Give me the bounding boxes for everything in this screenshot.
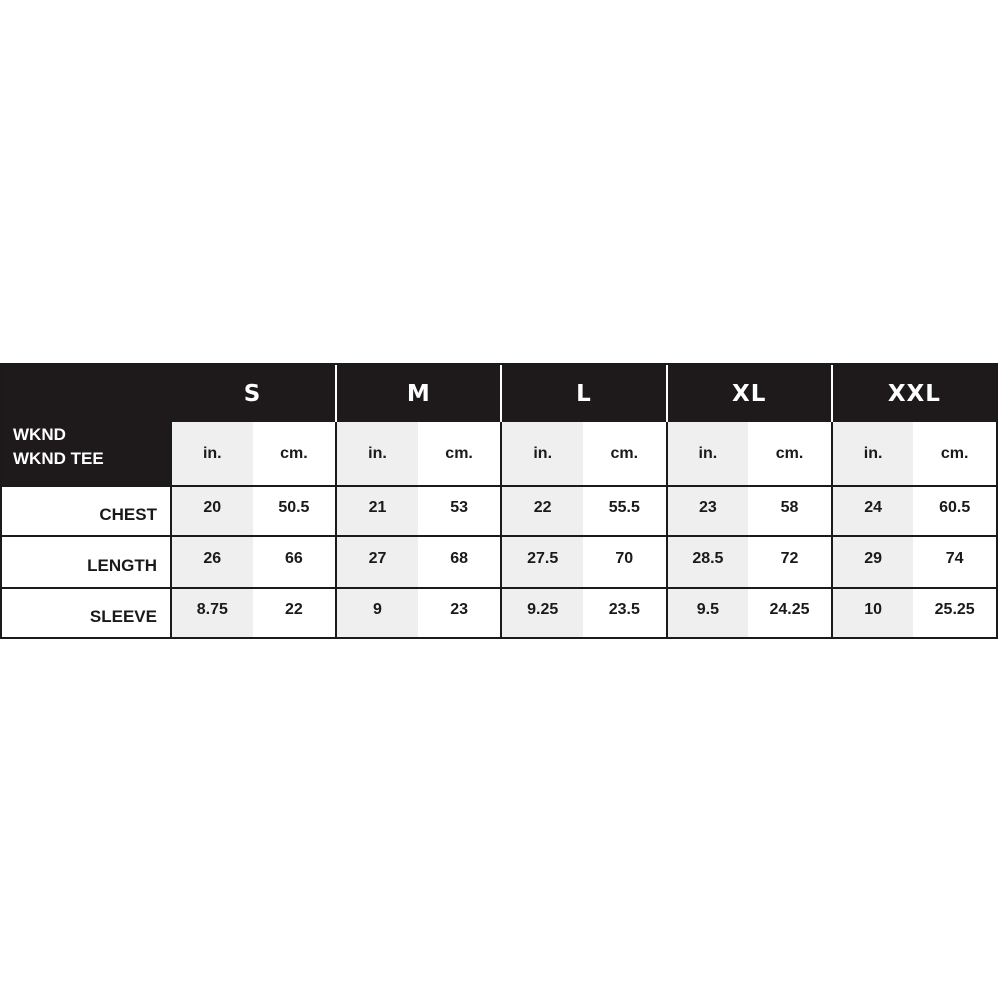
table-cell: 26	[170, 535, 253, 587]
table-cell: 68	[418, 535, 501, 587]
unit-header-centimeters: cm.	[610, 444, 639, 462]
table-cell: 20	[170, 485, 253, 535]
unit-header-inches: in.	[170, 422, 253, 485]
table-cell: 74	[913, 535, 996, 587]
table-cell: 23	[666, 485, 749, 535]
size-header-xxl: XXL	[831, 365, 996, 422]
table-cell: 9.5	[666, 587, 749, 637]
table-cell: 29	[831, 535, 914, 587]
unit-header-centimeters: cm.	[280, 444, 308, 462]
table-cell: 53	[418, 485, 501, 535]
brand-header	[2, 365, 170, 485]
brand-name: WKND	[13, 425, 66, 444]
table-cell: 27	[335, 535, 418, 587]
table-cell: 58	[748, 485, 831, 535]
unit-header-inches: in.	[335, 422, 418, 485]
table-cell: 70	[583, 535, 666, 587]
table-cell: 23	[418, 587, 501, 637]
table-cell: 10	[831, 587, 914, 637]
size-header-xl: XL	[666, 365, 831, 422]
row-label-chest: CHEST	[2, 485, 170, 535]
unit-header-inches: in.	[831, 422, 914, 485]
table-cell: 55.5	[583, 485, 666, 535]
size-header-m: M	[335, 365, 500, 422]
table-cell: 24	[831, 485, 914, 535]
row-label-sleeve: SLEEVE	[2, 587, 170, 637]
size-header-s: S	[170, 365, 335, 422]
table-cell: 72	[748, 535, 831, 587]
table-cell: 9.25	[500, 587, 583, 637]
unit-header-inches: in.	[500, 422, 583, 485]
unit-header-centimeters: cm.	[940, 444, 969, 462]
unit-header-centimeters: cm.	[775, 444, 804, 462]
table-cell: 23.5	[583, 587, 666, 637]
size-chart-table	[0, 363, 998, 639]
unit-header-inches: in.	[666, 422, 749, 485]
table-cell: 25.25	[913, 587, 996, 637]
product-name: WKND TEE	[13, 449, 104, 468]
table-cell: 9	[335, 587, 418, 637]
table-cell: 66	[253, 535, 336, 587]
table-cell: 22	[500, 485, 583, 535]
row-label-length: LENGTH	[2, 535, 170, 587]
table-cell: 50.5	[253, 485, 336, 535]
table-cell: 21	[335, 485, 418, 535]
table-cell: 8.75	[170, 587, 253, 637]
unit-header-centimeters: cm.	[445, 444, 473, 462]
size-header-l: L	[500, 365, 665, 422]
table-cell: 27.5	[500, 535, 583, 587]
table-cell: 60.5	[913, 485, 996, 535]
table-cell: 28.5	[666, 535, 749, 587]
table-cell: 24.25	[748, 587, 831, 637]
table-cell: 22	[253, 587, 336, 637]
